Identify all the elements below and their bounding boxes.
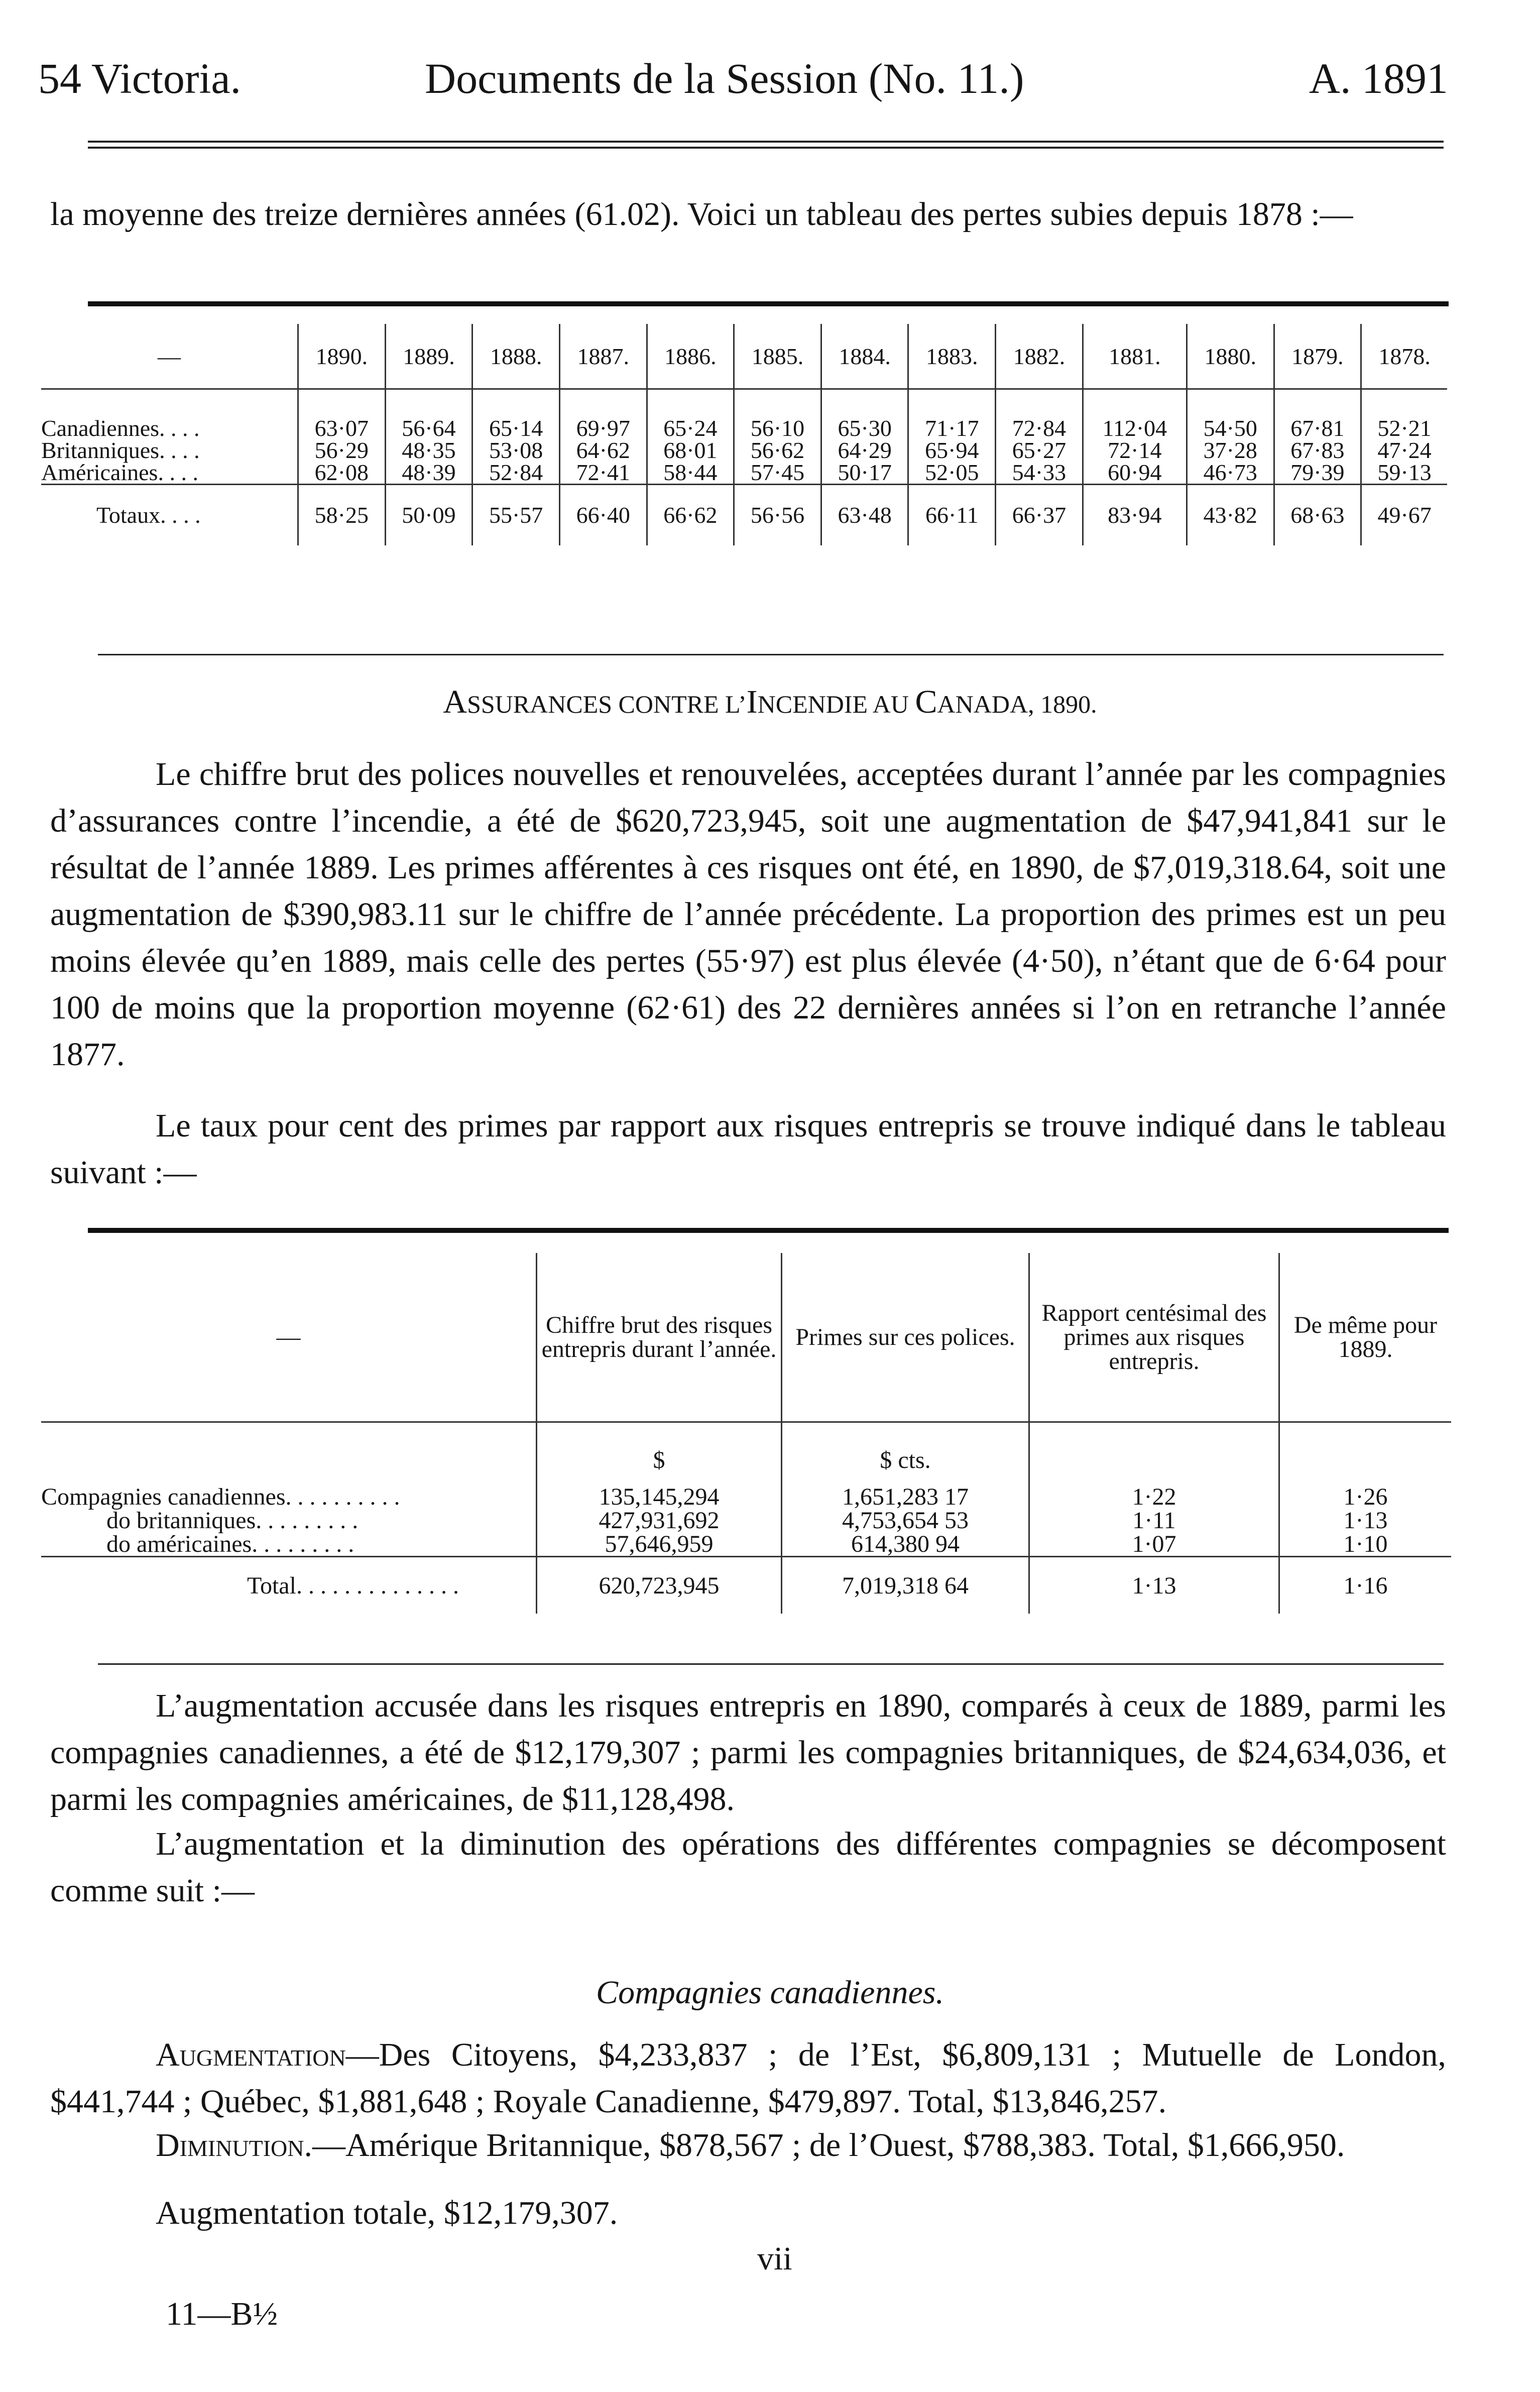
page-number: vii xyxy=(757,2240,792,2277)
cell: 50·09 xyxy=(385,485,472,546)
cell: 54·50 xyxy=(1187,417,1274,439)
table-row xyxy=(41,462,1447,485)
table1-bottom-rule xyxy=(98,654,1444,655)
header-1889: De même pour 1889. xyxy=(1279,1253,1452,1422)
header-premiums: Primes sur ces polices. xyxy=(782,1253,1029,1422)
header-session: 54 Victoria. xyxy=(38,54,242,102)
cell: 620,723,945 xyxy=(537,1557,782,1614)
cell: 43·82 xyxy=(1187,485,1274,546)
cell: 56·10 xyxy=(734,417,821,439)
cell: 427,931,692 xyxy=(537,1509,782,1532)
cell: 69·97 xyxy=(559,417,647,439)
cell: 64·62 xyxy=(559,439,647,462)
cell: 49·67 xyxy=(1361,485,1447,546)
cell: 4,753,654 53 xyxy=(782,1509,1029,1532)
cell: 66·40 xyxy=(559,485,647,546)
cell: 1·10 xyxy=(1279,1532,1452,1557)
table-row xyxy=(41,1509,1451,1532)
cell: 55·57 xyxy=(472,485,560,546)
cell: 68·63 xyxy=(1274,485,1361,546)
cell: 58·44 xyxy=(647,462,734,485)
cell: 68·01 xyxy=(647,439,734,462)
cell: 37·28 xyxy=(1187,439,1274,462)
loss-table xyxy=(41,324,1447,545)
cell: 57,646,959 xyxy=(537,1532,782,1557)
year-col: 1882. xyxy=(996,324,1083,389)
loss-table-header xyxy=(41,324,1447,389)
section-title: ASSURANCES CONTRE L’INCENDIE AU CANADA, 1890. xyxy=(443,684,1097,720)
cell: 1·11 xyxy=(1029,1509,1279,1532)
table-row xyxy=(41,1532,1451,1557)
header-title: Documents de la Session (No. 11.) xyxy=(425,54,1024,102)
augmentation-text: —Des Citoyens, $4,233,837 ; de l’Est, $6,809,131 ; Mutuelle de London, $441,744 ; Québec, $1,881,648 ; Royale Canadienne, $479,897. Total, $13,846,257. xyxy=(50,2036,1446,2120)
year-col: 1889. xyxy=(385,324,472,389)
cell: 1,651,283 17 xyxy=(782,1485,1029,1509)
cell: 66·62 xyxy=(647,485,734,546)
cell: 56·62 xyxy=(734,439,821,462)
diminution-entry xyxy=(50,2122,1446,2169)
cell: 50·17 xyxy=(821,462,908,485)
diminution-text: —Amérique Britannique, $878,567 ; de l’Ouest, $788,383. Total, $1,666,950. xyxy=(312,2127,1345,2163)
year-col: 1883. xyxy=(908,324,996,389)
cell: 46·73 xyxy=(1187,462,1274,485)
row-label: Total. . . . . . . . . . . . . . xyxy=(41,1557,537,1614)
cell: 67·83 xyxy=(1274,439,1361,462)
cell: 1·16 xyxy=(1279,1557,1452,1614)
cell: 59·13 xyxy=(1361,462,1447,485)
cell: 72·84 xyxy=(996,417,1083,439)
row-label: Américaines. . . . xyxy=(41,460,198,485)
cell: 79·39 xyxy=(1274,462,1361,485)
paragraph-increase: L’augmentation accusée dans les risques entrepris en 1890, comparés à ceux de 1889, parmi les compagnies canadiennes, a été de $12,179,307 ; parmi les compagnies britanniques, de $24,634,036, et parmi les compagnies américaines, de $11,128,498. xyxy=(50,1687,1446,1817)
year-col: 1888. xyxy=(472,324,560,389)
year-col: 1878. xyxy=(1361,324,1447,389)
header-rule-2 xyxy=(88,147,1444,149)
totals-row xyxy=(41,485,1447,546)
diminution-label: Diminution. xyxy=(156,2127,312,2163)
cell: 72·14 xyxy=(1083,439,1187,462)
year-col: 1880. xyxy=(1187,324,1274,389)
total-increase-line: Augmentation totale, $12,179,307. xyxy=(156,2195,618,2231)
table-row xyxy=(41,1485,1451,1509)
row-label: Britanniques. . . . xyxy=(41,437,200,463)
cell: 65·30 xyxy=(821,417,908,439)
year-col: 1884. xyxy=(821,324,908,389)
unit-dollars-cents: $ cts. xyxy=(782,1422,1029,1486)
cell: 65·24 xyxy=(647,417,734,439)
cell: 135,145,294 xyxy=(537,1485,782,1509)
paragraph-rate-intro: Le taux pour cent des primes par rapport aux risques entrepris se trouve indiqué dans le tableau suivant :— xyxy=(50,1107,1446,1191)
cell: 65·14 xyxy=(472,417,560,439)
running-header xyxy=(38,35,1448,110)
cell: 48·35 xyxy=(385,439,472,462)
augmentation-label: Augmentation xyxy=(156,2036,346,2073)
cell: 56·56 xyxy=(734,485,821,546)
header-rule xyxy=(88,141,1444,143)
premium-corner: — xyxy=(41,1253,537,1422)
cell: 56·64 xyxy=(385,417,472,439)
cell: 1·22 xyxy=(1029,1485,1279,1509)
cell: 52·21 xyxy=(1361,417,1447,439)
cell: 112·04 xyxy=(1083,417,1187,439)
cell: 52·05 xyxy=(908,462,996,485)
cell: 58·25 xyxy=(298,485,386,546)
table-row-spacer xyxy=(41,389,1447,418)
header-ratio: Rapport centésimal des primes aux risques entrepris. xyxy=(1029,1253,1279,1422)
row-label: do américaines. . . . . . . . . xyxy=(106,1531,354,1557)
cell: 1·26 xyxy=(1279,1485,1452,1509)
unit-dollars: $ xyxy=(537,1422,782,1486)
cell: 72·41 xyxy=(559,462,647,485)
subheading-canadian: Compagnies canadiennes. xyxy=(596,1974,944,2011)
table-row xyxy=(41,417,1447,439)
cell: 71·17 xyxy=(908,417,996,439)
cell: 64·29 xyxy=(821,439,908,462)
cell: 1·13 xyxy=(1029,1557,1279,1614)
year-col: 1881. xyxy=(1083,324,1187,389)
table2-top-rule xyxy=(88,1228,1449,1233)
table2-bottom-rule xyxy=(98,1663,1444,1665)
units-row xyxy=(41,1422,1451,1486)
premium-table xyxy=(41,1253,1451,1614)
cell: 48·39 xyxy=(385,462,472,485)
augmentation-entry xyxy=(50,2031,1446,2125)
cell: 67·81 xyxy=(1274,417,1361,439)
cell: 7,019,318 64 xyxy=(782,1557,1029,1614)
year-col: 1890. xyxy=(298,324,386,389)
cell: 66·11 xyxy=(908,485,996,546)
row-label: Totaux. . . . xyxy=(41,485,298,546)
cell: 56·29 xyxy=(298,439,386,462)
cell: 1·07 xyxy=(1029,1532,1279,1557)
cell: 47·24 xyxy=(1361,439,1447,462)
cell: 65·27 xyxy=(996,439,1083,462)
cell: 66·37 xyxy=(996,485,1083,546)
signature-mark: 11—B½ xyxy=(166,2296,278,2332)
cell: 53·08 xyxy=(472,439,560,462)
cell: 52·84 xyxy=(472,462,560,485)
paragraph-policies: Le chiffre brut des polices nouvelles et renouvelées, acceptées durant l’année par les compagnies d’assurances contre l’incendie, a été de $620,723,945, soit une augmentation de $47,941,841 sur le résultat de l’année 1889. Les primes afférentes à ces risques ont été, en 1890, de $7,019,318.64, soit une augmentation de $390,983.11 sur le chiffre de l’année précédente. La proportion des primes est un peu moins élevée qu’en 1889, mais celle des pertes (55·97) est plus élevée (4·50), n’étant que de 6·64 pour 100 de moins que la proportion moyenne (62·61) des 22 dernières années si l’on en retranche l’année 1877. xyxy=(50,756,1446,1073)
year-col: 1886. xyxy=(647,324,734,389)
cell: 614,380 94 xyxy=(782,1532,1029,1557)
cell: 83·94 xyxy=(1083,485,1187,546)
year-col: 1885. xyxy=(734,324,821,389)
row-label: Compagnies canadiennes. . . . . . . . . . xyxy=(41,1484,400,1510)
cell: 54·33 xyxy=(996,462,1083,485)
cell: 65·94 xyxy=(908,439,996,462)
row-label: do britanniques. . . . . . . . . xyxy=(106,1507,359,1534)
loss-corner: — xyxy=(41,324,298,389)
table1-top-rule xyxy=(88,301,1449,306)
paragraph-breakdown: L’augmentation et la diminution des opérations des différentes compagnies se décomposent comme suit :— xyxy=(50,1826,1446,1909)
cell: 57·45 xyxy=(734,462,821,485)
cell: 63·07 xyxy=(298,417,386,439)
table-row xyxy=(41,439,1447,462)
year-col: 1887. xyxy=(559,324,647,389)
cell: 62·08 xyxy=(298,462,386,485)
row-label: Canadiennes. . . . xyxy=(41,415,200,441)
header-year: A. 1891 xyxy=(1309,54,1448,102)
header-gross-risks: Chiffre brut des risques entrepris durant l’année. xyxy=(537,1253,782,1422)
totals-row xyxy=(41,1557,1451,1614)
cell: 63·48 xyxy=(821,485,908,546)
intro-paragraph: la moyenne des treize dernières années (61.02). Voici un tableau des pertes subies depuis 1878 :— xyxy=(50,196,1353,233)
year-col: 1879. xyxy=(1274,324,1361,389)
premium-table-header xyxy=(41,1253,1451,1422)
cell: 1·13 xyxy=(1279,1509,1452,1532)
cell: 60·94 xyxy=(1083,462,1187,485)
